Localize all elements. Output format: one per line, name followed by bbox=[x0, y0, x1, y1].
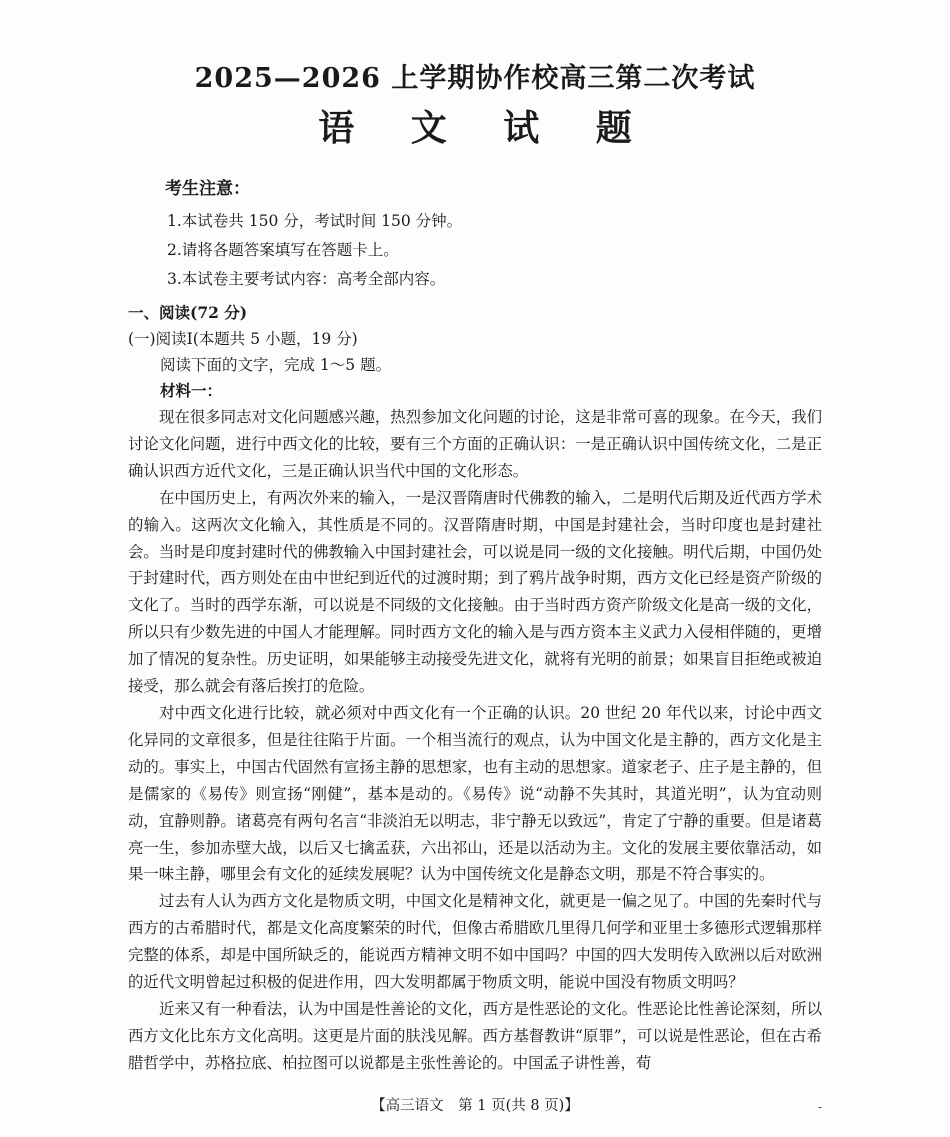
candidate-notice bbox=[165, 174, 805, 294]
material-label: 材料一： bbox=[160, 381, 223, 400]
reading-instruction: 阅读下面的文字，完成 1～5 题。 bbox=[160, 356, 392, 374]
article-paragraph: 对中西文化进行比较，就必须对中西文化有一个正确的认识。20 世纪 20 年代以来，讨论中西文化异同的文章很多，但是往往陷于片面。一个相当流行的观点，认为中国文化是主静的，西方文化是主动的。事实上，中国古代固然有宣扬主静的思想家，也有主动的思想家。道家老子、庄子是主静的，但是儒家的《易传》则宣扬“刚健”，基本是动的。《易传》说“动静不失其时，其道光明”，认为宜动则动，宜静则静。诸葛亮有两句名言“非淡泊无以明志，非宁静无以致远”，肯定了宁静的重要。但是诸葛亮一生，参加赤壁大战，以后又七擒孟获，六出祁山，还是以活动为主。文化的发展主要依靠活动，如果一味主静，哪里会有文化的延续发展呢？认为中国传统文化是静态文明，那是不符合事实的。 bbox=[128, 703, 822, 884]
article-paragraph: 在中国历史上，有两次外来的输入，一是汉晋隋唐时代佛教的输入，二是明代后期及近代西方学术的输入。这两次文化输入，其性质是不同的。汉晋隋唐时期，中国是封建社会，当时印度也是封建社会。当时是印度封建时代的佛教输入中国封建社会，可以说是同一级的文化接触。明代后期，中国仍处于封建时代，西方则处在由中世纪到近代的过渡时期；到了鸦片战争时期，西方文化已经是资产阶级的文化了。当时的西学东渐，可以说是不同级的文化接触。由于当时西方资产阶级文化是高一级的文化，所以只有少数先进的中国人才能理解。同时西方文化的输入是与西方资本主义武力入侵相伴随的，更增加了情况的复杂性。历史证明，如果能够主动接受先进文化，就将有光明的前景；如果盲目拒绝或被迫接受，那么就会有落后挨打的危险。 bbox=[128, 488, 822, 696]
article-paragraph: 过去有人认为西方文化是物质文明，中国文化是精神文化，就更是一偏之见了。中国的先秦时代与西方的古希腊时代，都是文化高度繁荣的时代，但像古希腊欧几里得几何学和亚里士多德形式逻辑那样完整的体系，却是中国所缺乏的，能说西方精神文明不如中国吗？中国的四大发明传入欧洲以后对欧洲的近代文明曾起过积极的促进作用，四大发明都属于物质文明，能说中国没有物质文明吗？ bbox=[128, 892, 822, 992]
page-footer: 【高三语文 第 1 页(共 8 页)】 bbox=[371, 1098, 579, 1114]
article-paragraph: 近来又有一种看法，认为中国是性善论的文化，西方是性恶论的文化。性恶论比性善论深刻，所以西方文化比东方文化高明。这更是片面的肤浅见解。西方基督教讲“原罪”，可以说是性恶论，但在古希腊哲学中，苏格拉底、柏拉图可以说都是主张性善论的。中国孟子讲性善，荀 bbox=[128, 999, 822, 1072]
subject-title: 语 文 试 题 bbox=[318, 107, 654, 149]
notice-item: 1.本试卷共 150 分，考试时间 150 分钟。 bbox=[167, 212, 463, 230]
exam-title: 2025—2026 上学期协作校高三第二次考试 bbox=[194, 63, 756, 94]
reading-section bbox=[128, 300, 822, 1077]
notice-item: 2.请将各题答案填写在答题卡上。 bbox=[167, 241, 399, 259]
section-heading: 一、阅读(72 分) bbox=[128, 303, 248, 322]
notice-heading: 考生注意： bbox=[165, 179, 250, 199]
article-paragraph: 现在很多同志对文化问题感兴趣，热烈参加文化问题的讨论，这是非常可喜的现象。在今天，我们讨论文化问题，进行中西文化的比较，要有三个方面的正确认识：一是正确认识中国传统文化，二是正确认识西方近代文化，三是正确认识当代中国的文化形态。 bbox=[128, 408, 822, 480]
corner-mark: - bbox=[818, 1100, 823, 1114]
notice-item: 3.本试卷主要考试内容：高考全部内容。 bbox=[167, 270, 446, 288]
subsection-heading: (一)阅读Ⅰ(本题共 5 小题，19 分) bbox=[128, 330, 358, 348]
